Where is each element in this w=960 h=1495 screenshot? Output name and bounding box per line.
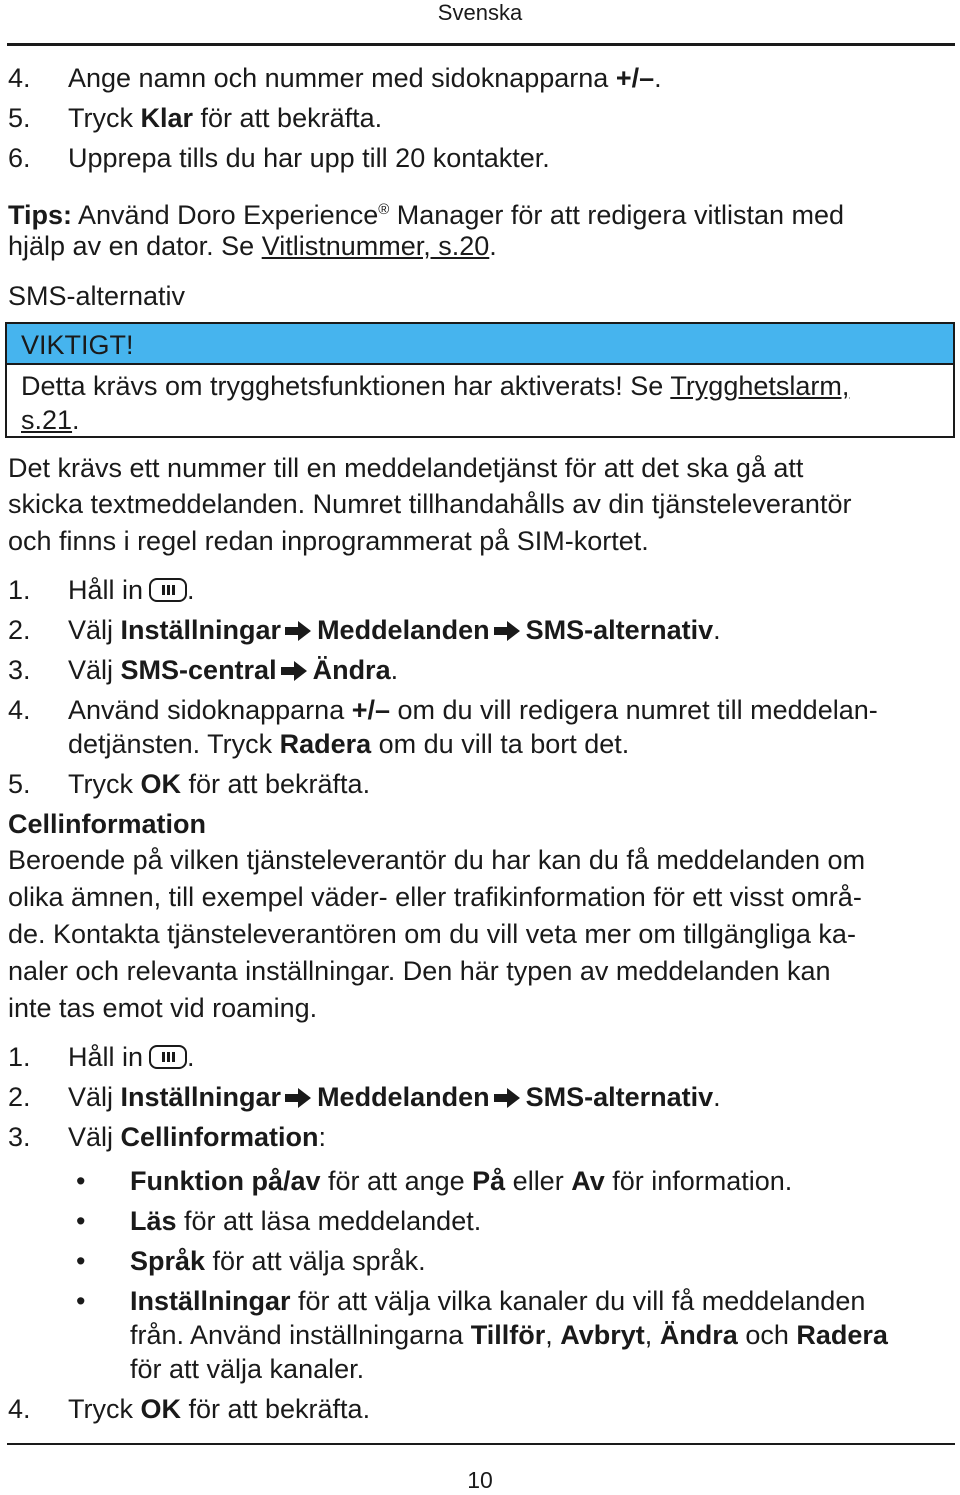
important-line-2: s.21. [21, 405, 80, 435]
page-number: 10 [467, 1467, 493, 1493]
bullet-mark: • [76, 1246, 86, 1276]
step-text-cont: detjänsten. Tryck Radera om du vill ta bort det. [68, 729, 630, 759]
sms-body-line-1: Det krävs ett nummer till en meddelandetjänst för att det ska gå att [8, 453, 804, 483]
cell-body-line-2: olika ämnen, till exempel väder- eller trafikinformation för ett visst områ- [8, 882, 862, 912]
step-number: 6. [8, 143, 31, 173]
step-text: Välj Inställningar Meddelanden SMS-alternativ. [68, 1082, 721, 1112]
step-text: Håll in . [68, 575, 195, 605]
step-text: Välj Inställningar Meddelanden SMS-alternativ. [68, 615, 721, 645]
footer-rule [7, 1443, 955, 1445]
cell-body-line-5: inte tas emot vid roaming. [8, 993, 318, 1023]
important-title: VIKTIGT! [21, 330, 134, 360]
cell-body-line-4: naler och relevanta inställningar. Den här typen av meddelanden kan [8, 956, 831, 986]
step-text: Använd sidoknapparna +/– om du vill redigera numret till meddelan- [68, 695, 878, 725]
step-text: Ange namn och nummer med sidoknapparna +/–. [68, 63, 662, 93]
tips-line-2: hjälp av en dator. Se Vitlistnummer, s.20. [8, 231, 497, 261]
step-number: 5. [8, 769, 31, 799]
arrow-right-icon [494, 621, 520, 641]
bullet-text: Inställningar för att välja vilka kanaler du vill få meddelanden [130, 1286, 866, 1316]
step-number: 4. [8, 1394, 31, 1424]
link-s21[interactable]: s.21 [21, 405, 73, 435]
cell-body-line-1: Beroende på vilken tjänsteleverantör du har kan du få meddelanden om [8, 845, 866, 875]
bullet-text: Språk för att välja språk. [130, 1246, 426, 1276]
important-box [5, 322, 955, 438]
bullet-mark: • [76, 1166, 86, 1196]
bullet-text-cont: från. Använd inställningarna Tillför, Avbryt, Ändra och Radera [130, 1320, 888, 1350]
step-text: Tryck Klar för att bekräfta. [68, 103, 383, 133]
menu-key-icon [149, 1045, 187, 1069]
important-band [7, 324, 953, 365]
section-title-sms: SMS-alternativ [8, 281, 186, 311]
bullet-text-cont: för att välja kanaler. [130, 1354, 365, 1384]
step-text: Upprepa tills du har upp till 20 kontakter. [68, 143, 550, 173]
menu-key-icon [149, 578, 187, 602]
step-number: 4. [8, 63, 31, 93]
step-number: 2. [8, 615, 31, 645]
step-number: 1. [8, 1042, 31, 1072]
arrow-right-icon [281, 661, 307, 681]
step-text: Tryck OK för att bekräfta. [68, 769, 371, 799]
step-number: 2. [8, 1082, 31, 1112]
header-language: Svenska [437, 0, 523, 25]
bullet-text: Funktion på/av för att ange På eller Av för information. [130, 1166, 793, 1196]
step-number: 3. [8, 1122, 31, 1152]
step-number: 3. [8, 655, 31, 685]
arrow-right-icon [285, 1088, 311, 1108]
tips-line-1: Tips: Använd Doro Experience® Manager för att redigera vitlistan med [8, 200, 844, 230]
step-number: 4. [8, 695, 31, 725]
link-vitlistnummer[interactable]: Vitlistnummer, s.20 [261, 231, 490, 261]
bullet-mark: • [76, 1206, 86, 1236]
bullet-mark: • [76, 1286, 86, 1316]
header-rule [7, 43, 955, 46]
link-trygghetslarm[interactable]: Trygghetslarm, [670, 371, 850, 401]
step-text: Välj SMS-central Ändra. [68, 655, 399, 685]
section-title-cellinformation: Cellinformation [8, 809, 207, 839]
step-text: Välj Cellinformation: [68, 1122, 327, 1152]
sms-body-line-3: och finns i regel redan inprogrammerat på SIM-kortet. [8, 526, 649, 556]
sms-body-line-2: skicka textmeddelanden. Numret tillhandahålls av din tjänsteleverantör [8, 489, 852, 519]
step-number: 5. [8, 103, 31, 133]
important-line-1: Detta krävs om trygghetsfunktionen har aktiverats! Se Trygghetslarm, [21, 371, 850, 401]
step-number: 1. [8, 575, 31, 605]
step-text: Håll in . [68, 1042, 195, 1072]
arrow-right-icon [285, 621, 311, 641]
arrow-right-icon [494, 1088, 520, 1108]
step-text: Tryck OK för att bekräfta. [68, 1394, 371, 1424]
bullet-text: Läs för att läsa meddelandet. [130, 1206, 482, 1236]
cell-body-line-3: de. Kontakta tjänsteleverantören om du vill veta mer om tillgängliga ka- [8, 919, 856, 949]
